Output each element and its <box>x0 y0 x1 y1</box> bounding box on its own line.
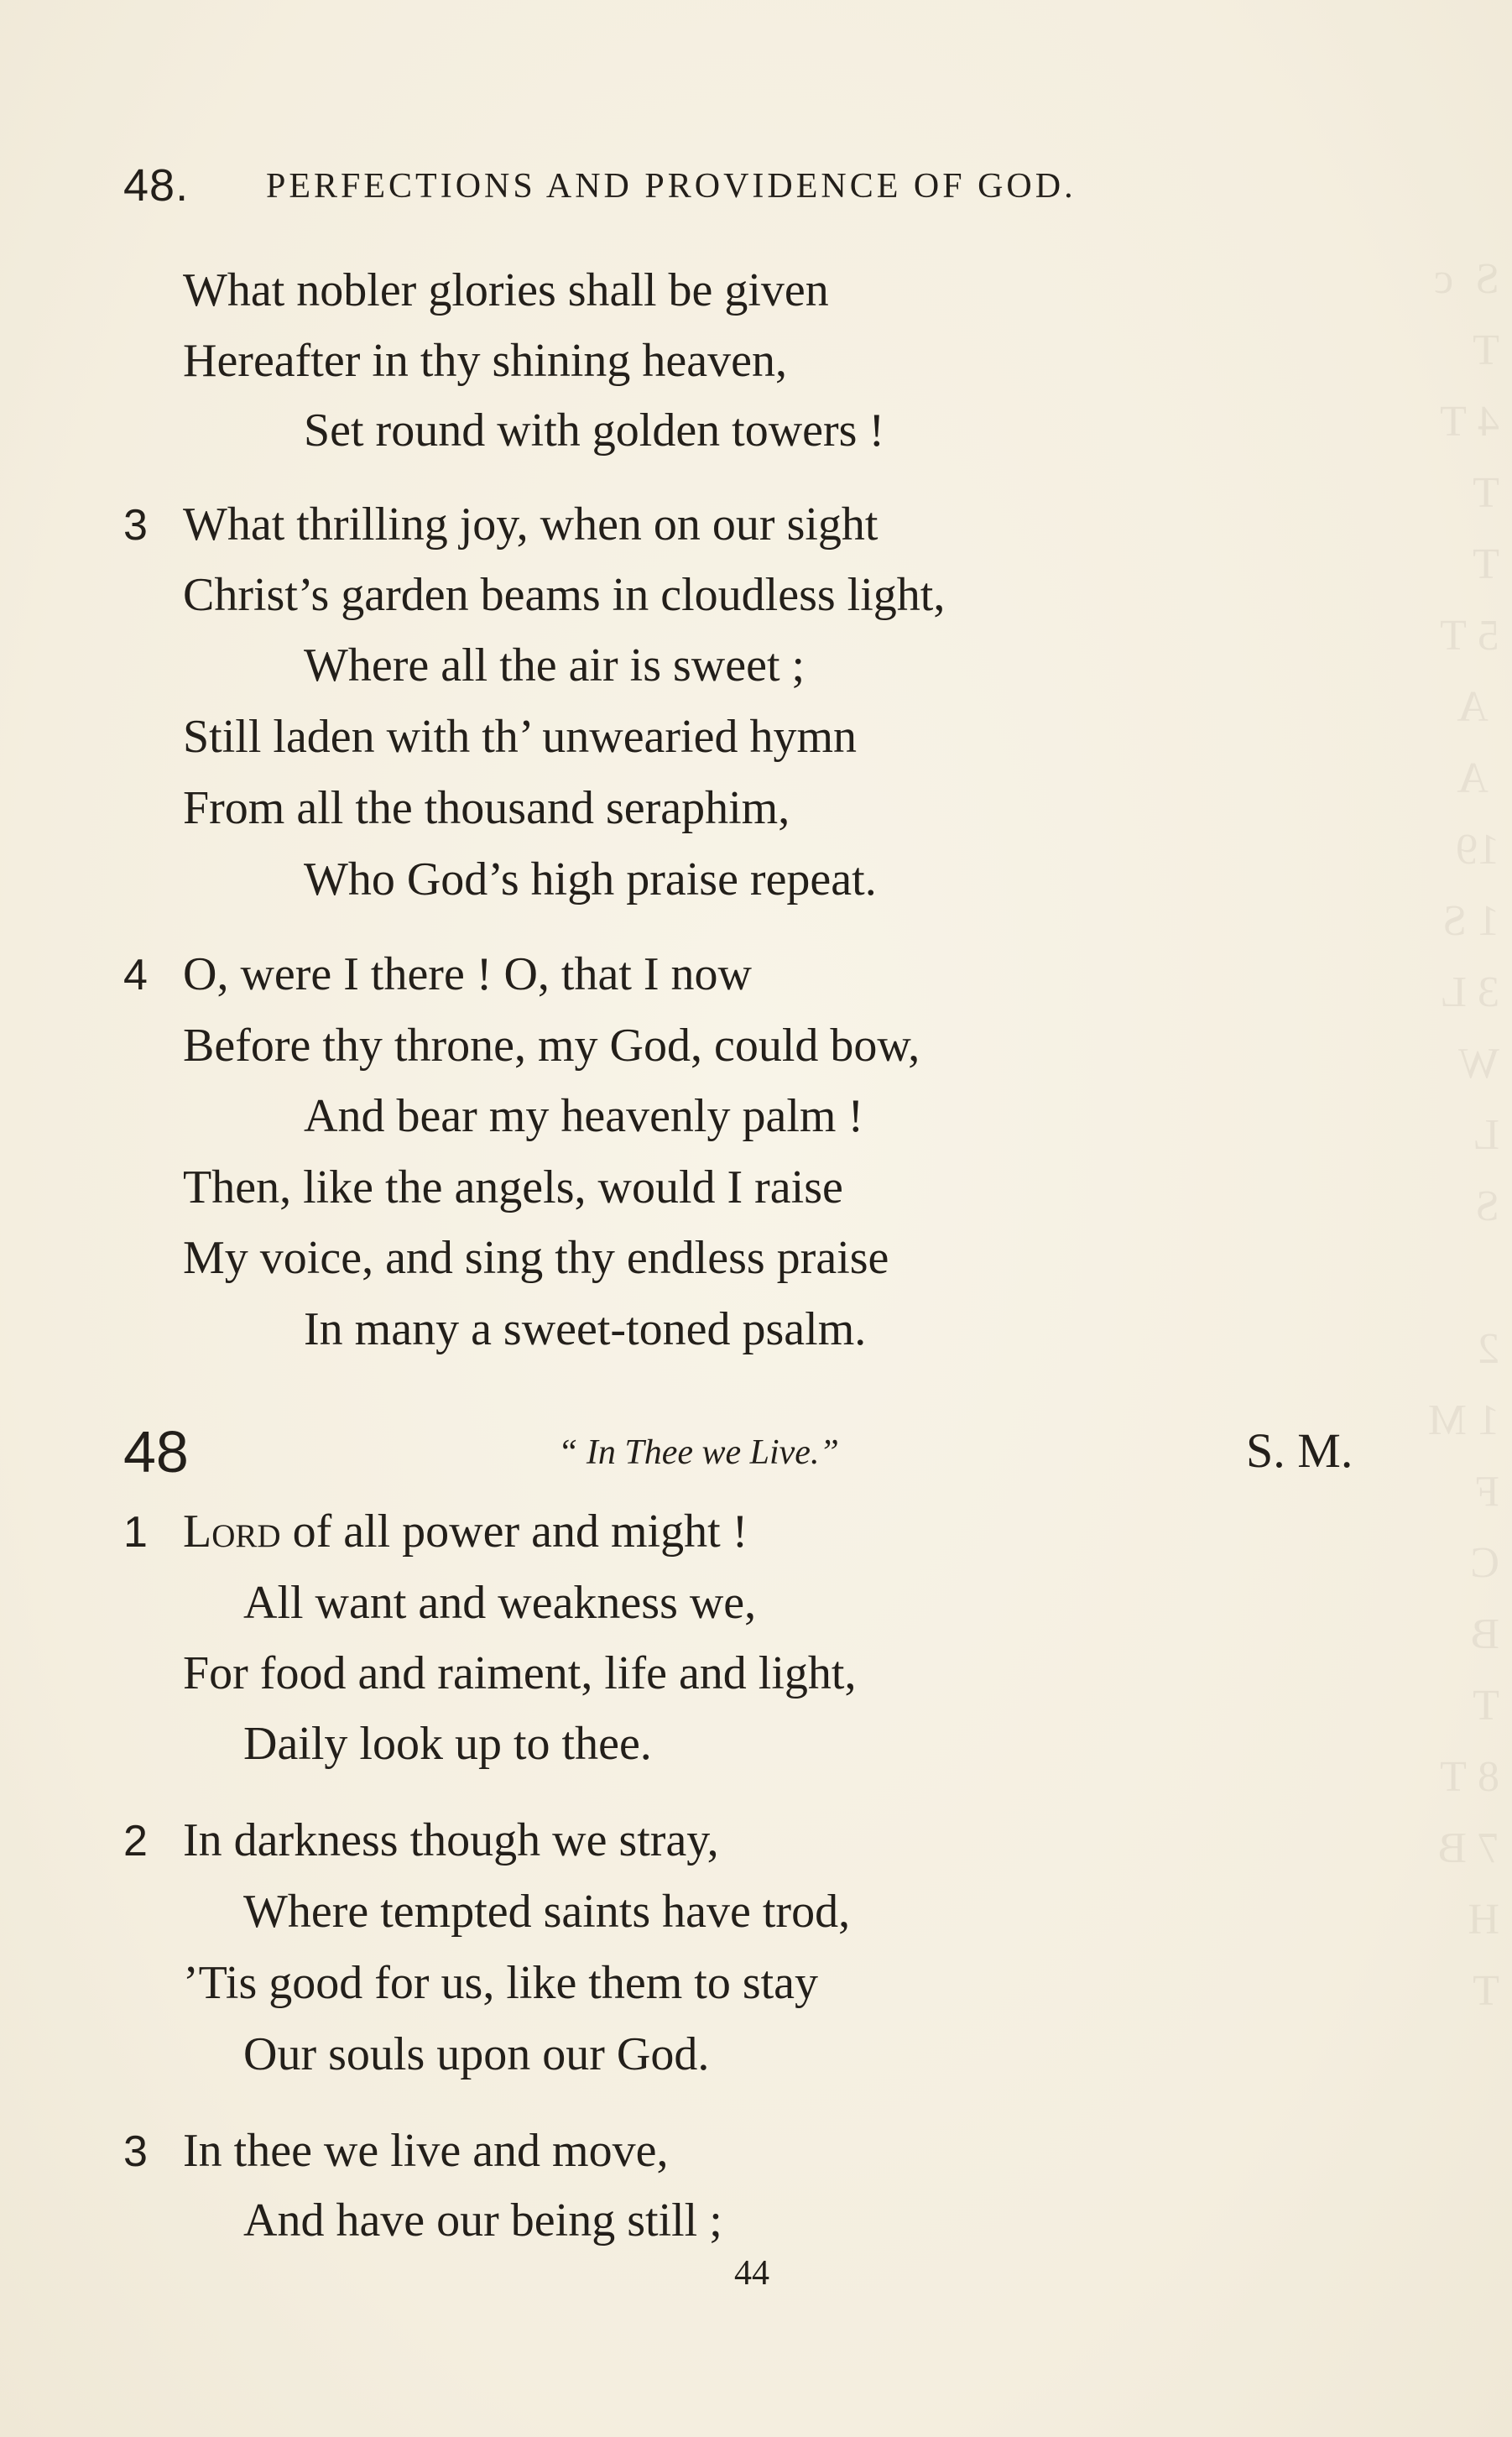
verse-line: O, were I there ! O, that I now <box>183 948 752 1000</box>
running-head-hymn-ref: 48. <box>123 160 190 211</box>
verse-line: Set round with golden towers ! <box>304 404 885 457</box>
verse-line: Before thy throne, my God, could bow, <box>183 1020 920 1072</box>
page-number: 44 <box>734 2254 769 2293</box>
verse-number: 3 <box>123 2127 148 2176</box>
verse-line: Our souls upon our God. <box>243 2028 710 2080</box>
verse-line: Still laden with th’ unwearied hymn <box>183 711 858 763</box>
verse-line: And have our being still ; <box>243 2194 722 2247</box>
verse-line: From all the thousand seraphim, <box>183 782 790 834</box>
verse-line-first <box>183 1506 748 1558</box>
verse-line: Who God’s high praise repeat. <box>304 853 877 905</box>
hymn-title: “ In Thee we Live.” <box>558 1433 839 1472</box>
verse-line: Christ’s garden beams in cloudless light, <box>183 569 946 621</box>
verse-line: For food and raiment, life and light, <box>183 1647 857 1699</box>
verse-number: 3 <box>123 501 148 550</box>
verse-line-rest: of all power and might ! <box>280 1506 748 1558</box>
verse-number: 4 <box>123 951 148 999</box>
verse-line: And bear my heavenly palm ! <box>304 1090 864 1142</box>
verse-line: What thrilling joy, when on our sight <box>183 498 879 551</box>
verse-number: 2 <box>123 1817 148 1866</box>
hymn-number: 48 <box>123 1419 189 1485</box>
verse-number: 1 <box>123 1508 148 1557</box>
verse-line: In many a sweet-toned psalm. <box>304 1303 867 1355</box>
hymn-meter: S. M. <box>1246 1423 1353 1478</box>
verse-line: Hereafter in thy shining heaven, <box>183 335 787 387</box>
bleed-through-texture: S c T 4 T T T 5 T A A 19 1 S 3 L W L S 2 1 M F C B T 8 T 7 B H T <box>1427 255 1510 2015</box>
verse-line: Then, like the angels, would I raise <box>183 1161 843 1213</box>
running-head <box>123 159 1248 210</box>
verse-line: Where all the air is sweet ; <box>304 639 806 691</box>
verse-line: My voice, and sing thy endless praise <box>183 1232 889 1284</box>
verse-line: What nobler glories shall be given <box>183 264 829 316</box>
verse-line: In thee we live and move, <box>183 2125 669 2177</box>
verse-line: In darkness though we stray, <box>183 1814 719 1866</box>
verse-line: Where tempted saints have trod, <box>243 1886 851 1938</box>
running-head-title: PERFECTIONS AND PROVIDENCE OF GOD. <box>266 167 1077 206</box>
first-word-small-caps: Lord <box>183 1506 281 1558</box>
verse-line: ’Tis good for us, like them to stay <box>183 1957 819 2009</box>
verse-line: All want and weakness we, <box>243 1577 757 1629</box>
verse-line: Daily look up to thee. <box>243 1718 652 1770</box>
